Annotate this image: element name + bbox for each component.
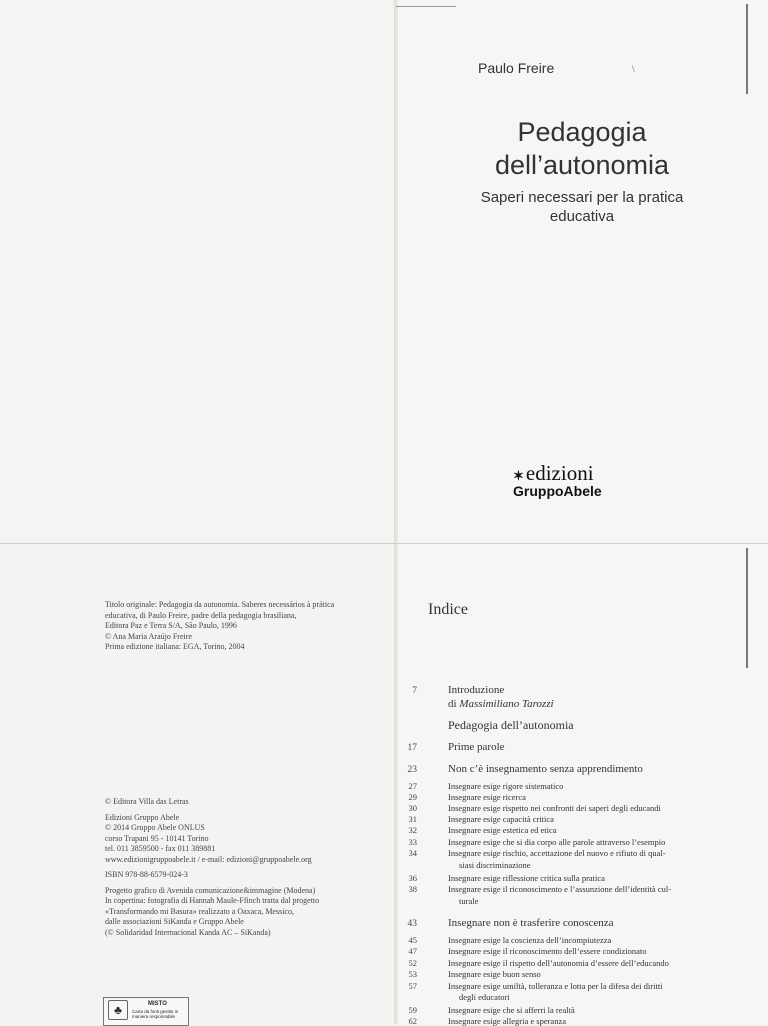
fsc-certification bbox=[103, 997, 189, 1026]
index-entry: di Massimiliano Tarozzi bbox=[448, 698, 554, 710]
copyright-line: Prima edizione italiana: EGA, Torino, 2004 bbox=[105, 642, 245, 651]
index-entry: Insegnare esige il riconoscimento dell’essere condizionato bbox=[448, 946, 647, 956]
index-page-number: 34 bbox=[408, 848, 417, 858]
page-edge-mark bbox=[396, 6, 456, 7]
index-page-number: 7 bbox=[412, 686, 417, 696]
fsc-text: Carta da fonti gestite in maniera responsabile bbox=[132, 1009, 179, 1019]
index-page-number: 32 bbox=[408, 825, 417, 835]
index-page-number: 53 bbox=[408, 969, 417, 979]
index-entry: Prime parole bbox=[448, 741, 505, 753]
book-subtitle-line2: educativa bbox=[549, 208, 615, 225]
copyright-line: In copertina: fotografia di Hannah Maule-Ffinch tratta dal progetto bbox=[105, 896, 320, 905]
index-page-number: 47 bbox=[408, 946, 417, 956]
index-page-number: 43 bbox=[407, 919, 417, 929]
index-entry: Pedagogia dell’autonomia bbox=[448, 718, 574, 732]
index-entry: Insegnare esige riflessione critica sulla pratica bbox=[448, 873, 605, 883]
copyright-line: © Ana Maria Araújo Freire bbox=[105, 631, 192, 641]
index-entry: Insegnare esige il riconoscimento e l’assunzione dell’identità cul- bbox=[448, 884, 672, 894]
index-entry: Insegnare esige rischio, accettazione del nuovo e rifiuto di qual- bbox=[448, 848, 666, 858]
copyright-line: © Editora Villa das Letras bbox=[105, 797, 189, 806]
copyright-line: © 2014 Gruppo Abele ONLUS bbox=[105, 823, 205, 832]
index-page-number: 62 bbox=[408, 1016, 417, 1026]
index-page-number: 59 bbox=[408, 1005, 417, 1015]
index-page-number: 31 bbox=[408, 814, 417, 824]
index-entry: Insegnare esige la coscienza dell’incompiutezza bbox=[448, 935, 612, 945]
index-entry: Insegnare esige che si afferri la realtà bbox=[448, 1005, 575, 1015]
index-entry: Insegnare esige rispetto nei confronti dei saperi degli educandi bbox=[448, 803, 661, 813]
index-entry: Insegnare esige umiltà, tolleranza e lotta per la difesa dei diritti bbox=[448, 981, 663, 991]
index-page-number: 27 bbox=[408, 781, 417, 791]
index-page-number: 38 bbox=[408, 884, 417, 894]
publisher-name: edizioni bbox=[525, 461, 594, 485]
index-entry: Insegnare non è trasferire conoscenza bbox=[448, 917, 614, 929]
index-page-number: 30 bbox=[408, 803, 417, 813]
fsc-tree-icon: ♣ bbox=[108, 1000, 128, 1020]
copyright-line: «Transformando mi Basura» realizzato a Oaxaca, Messico, bbox=[105, 906, 294, 916]
publisher-star-icon: ✶ bbox=[513, 468, 524, 483]
page-edge-right bbox=[746, 4, 748, 94]
book-subtitle-line1: Saperi necessari per la pratica bbox=[480, 189, 684, 206]
copyright-line: corso Trapani 95 - 10141 Torino bbox=[105, 833, 209, 843]
index-entry: degli educatori bbox=[459, 992, 510, 1002]
copyright-block-publisher bbox=[105, 797, 319, 938]
publisher-group: GruppoAbele bbox=[513, 483, 602, 499]
copyright-line: Titolo originale: Pedagogia da autonomia. Saberes necessários à prática bbox=[105, 600, 335, 609]
index-entry: Non c’è insegnamento senza apprendimento bbox=[448, 763, 643, 775]
index-entry: Insegnare esige il rispetto dell’autonomia d’essere dell’educando bbox=[448, 958, 669, 968]
page-divider bbox=[0, 543, 768, 544]
copyright-line: dalle associazioni SiKanda e Gruppo Abele bbox=[105, 917, 244, 926]
index-entry: Insegnare esige ricerca bbox=[448, 792, 526, 802]
fsc-label: MISTO bbox=[148, 1001, 167, 1007]
index-page-number: 57 bbox=[408, 981, 417, 991]
page-edge-right-lower bbox=[746, 548, 748, 668]
index-page-number: 36 bbox=[408, 873, 417, 883]
index-page-number: 17 bbox=[407, 743, 417, 753]
index-entry: Insegnare esige estetica ed etica bbox=[448, 825, 557, 835]
page-mark: \ bbox=[632, 64, 635, 74]
index-entry: Insegnare esige che si dia corpo alle parole attraverso l’esempio bbox=[448, 837, 666, 847]
index-page-number: 23 bbox=[407, 765, 417, 775]
copyright-line: educativa, di Paulo Freire, padre della pedagogia brasiliana, bbox=[105, 610, 297, 620]
copyright-line: (© Solidaridad Internacional Kanda AC – SiKanda) bbox=[105, 927, 271, 937]
copyright-line: ISBN 978-88-6579-024-3 bbox=[105, 870, 188, 879]
copyright-line: tel. 011 3859500 - fax 011 389881 bbox=[105, 844, 216, 853]
index-entry: Insegnare esige buon senso bbox=[448, 969, 541, 979]
index-page-number: 33 bbox=[408, 837, 417, 847]
copyright-line: Editora Paz e Terra S/A, São Paulo, 1996 bbox=[105, 621, 237, 630]
index-page-number: 29 bbox=[408, 792, 417, 802]
index-entry: Insegnare esige allegria e speranza bbox=[448, 1016, 566, 1026]
book-title-line1: Pedagogia bbox=[517, 117, 647, 147]
author-name: Paulo Freire bbox=[478, 60, 555, 76]
copyright-line: Progetto grafico di Avenida comunicazione&immagine (Modena) bbox=[105, 885, 316, 895]
copyright-line: www.edizionigruppoabele.it / e-mail: edizioni@gruppoabele.org bbox=[105, 854, 312, 864]
blank-page-top-left bbox=[0, 0, 396, 544]
copyright-line: Edizioni Gruppo Abele bbox=[105, 812, 180, 822]
index-heading: Indice bbox=[428, 601, 468, 618]
index-entry: turale bbox=[459, 896, 479, 906]
index-page-number: 52 bbox=[408, 958, 417, 968]
index-entry: Insegnare esige rigore sistematico bbox=[448, 781, 564, 791]
publisher-logo bbox=[513, 461, 602, 499]
index-entry: siasi discriminazione bbox=[459, 860, 531, 870]
book-title-line2: dell’autonomia bbox=[494, 150, 670, 180]
index-entry: Insegnare esige capacità critica bbox=[448, 814, 554, 824]
copyright-block-original bbox=[105, 600, 334, 653]
index-entry: Introduzione bbox=[448, 684, 505, 696]
index-page-number: 45 bbox=[408, 935, 417, 945]
